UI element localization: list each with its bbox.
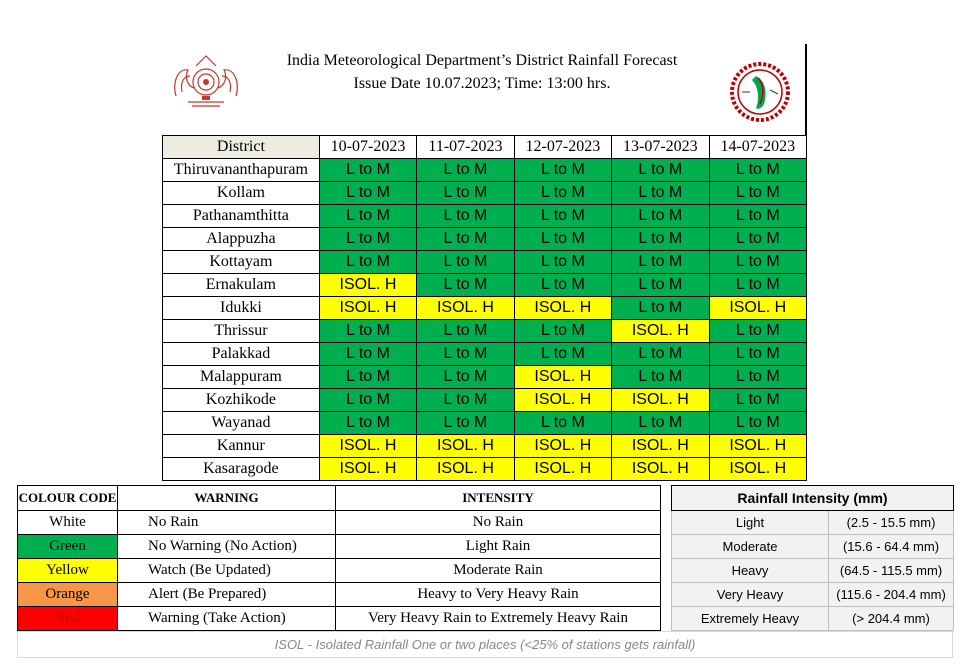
forecast-cell: L to M [319, 366, 416, 389]
forecast-cell: L to M [612, 251, 709, 274]
scale-row [672, 559, 954, 583]
forecast-cell: ISOL. H [514, 297, 611, 320]
forecast-cell: ISOL. H [417, 435, 514, 458]
legend-row [18, 607, 661, 631]
table-row [163, 366, 807, 389]
forecast-cell: L to M [319, 251, 416, 274]
forecast-cell: L to M [417, 412, 514, 435]
table-row [163, 435, 807, 458]
forecast-cell: L to M [417, 182, 514, 205]
date-column-header: 14-07-2023 [709, 136, 806, 159]
table-row [163, 274, 807, 297]
legend-body [18, 511, 661, 631]
table-row [163, 205, 807, 228]
table-row [163, 182, 807, 205]
forecast-cell: ISOL. H [319, 297, 416, 320]
forecast-cell: L to M [709, 205, 806, 228]
legend-row [18, 559, 661, 583]
forecast-cell: L to M [319, 182, 416, 205]
forecast-cell: L to M [417, 159, 514, 182]
forecast-cell: ISOL. H [319, 274, 416, 297]
forecast-cell: L to M [709, 343, 806, 366]
forecast-cell: L to M [319, 389, 416, 412]
forecast-cell: L to M [709, 320, 806, 343]
intensity-category: Light [672, 511, 829, 535]
forecast-cell: ISOL. H [709, 297, 806, 320]
scale-row [672, 535, 954, 559]
forecast-cell: L to M [514, 412, 611, 435]
district-name: Thrissur [163, 320, 320, 343]
intensity-category: Moderate [672, 535, 829, 559]
intensity-category: Very Heavy [672, 583, 829, 607]
legend-row [18, 511, 661, 535]
legend-header-intensity: INTENSITY [336, 486, 661, 511]
date-column-header: 10-07-2023 [319, 136, 416, 159]
forecast-cell: L to M [514, 205, 611, 228]
table-row [163, 389, 807, 412]
district-name: Kozhikode [163, 389, 320, 412]
forecast-header-row [163, 136, 807, 159]
forecast-cell: L to M [612, 205, 709, 228]
forecast-cell: L to M [612, 159, 709, 182]
forecast-cell: L to M [709, 182, 806, 205]
forecast-cell: L to M [612, 182, 709, 205]
legend-intensity: Moderate Rain [336, 559, 661, 583]
district-name: Alappuzha [163, 228, 320, 251]
forecast-cell: L to M [612, 228, 709, 251]
forecast-cell: ISOL. H [417, 297, 514, 320]
intensity-range: (115.6 - 204.4 mm) [829, 583, 954, 607]
forecast-cell: L to M [319, 228, 416, 251]
legend-header-colour-code: COLOUR CODE [18, 486, 118, 511]
colour-swatch: Green [18, 535, 118, 559]
forecast-cell: L to M [612, 412, 709, 435]
forecast-cell: L to M [417, 251, 514, 274]
forecast-cell: L to M [709, 366, 806, 389]
legend-row [18, 535, 661, 559]
table-row [163, 297, 807, 320]
intensity-category: Heavy [672, 559, 829, 583]
legend-header-warning: WARNING [118, 486, 336, 511]
forecast-cell: L to M [709, 389, 806, 412]
forecast-cell: ISOL. H [612, 389, 709, 412]
colour-swatch: White [18, 511, 118, 535]
forecast-cell: L to M [417, 389, 514, 412]
forecast-cell: L to M [709, 412, 806, 435]
forecast-cell: ISOL. H [514, 366, 611, 389]
forecast-cell: ISOL. H [319, 458, 416, 481]
forecast-cell: L to M [417, 320, 514, 343]
intensity-range: (> 204.4 mm) [829, 607, 954, 631]
forecast-panel [162, 44, 807, 484]
forecast-cell: ISOL. H [319, 435, 416, 458]
legend-intensity: Very Heavy Rain to Extremely Heavy Rain [336, 607, 661, 631]
forecast-cell: L to M [612, 274, 709, 297]
forecast-cell: L to M [709, 251, 806, 274]
district-name: Kottayam [163, 251, 320, 274]
forecast-cell: L to M [417, 343, 514, 366]
colour-swatch: Red [18, 607, 118, 631]
district-name: Kannur [163, 435, 320, 458]
forecast-cell: ISOL. H [514, 435, 611, 458]
forecast-cell: L to M [709, 274, 806, 297]
forecast-cell: ISOL. H [612, 458, 709, 481]
forecast-cell: L to M [417, 205, 514, 228]
forecast-cell: L to M [514, 159, 611, 182]
forecast-body [163, 159, 807, 481]
district-name: Kollam [163, 182, 320, 205]
legend-header-row [18, 486, 661, 511]
forecast-cell: ISOL. H [709, 435, 806, 458]
district-column-header: District [163, 136, 320, 159]
legend-intensity: No Rain [336, 511, 661, 535]
date-column-header: 13-07-2023 [612, 136, 709, 159]
scale-row [672, 607, 954, 631]
scale-header-row [672, 486, 954, 511]
scale-title: Rainfall Intensity (mm) [672, 486, 954, 511]
district-name: Ernakulam [163, 274, 320, 297]
colour-swatch: Orange [18, 583, 118, 607]
title-line-1: India Meteorological Department’s District Rainfall Forecast [286, 52, 678, 69]
forecast-cell: L to M [319, 320, 416, 343]
forecast-cell: L to M [709, 228, 806, 251]
legend-intensity: Light Rain [336, 535, 661, 559]
intensity-category: Extremely Heavy [672, 607, 829, 631]
table-row [163, 320, 807, 343]
isol-footnote: ISOL - Isolated Rainfall One or two places (<25% of stations gets rainfall) [17, 631, 953, 658]
forecast-cell: L to M [319, 412, 416, 435]
forecast-cell: L to M [514, 182, 611, 205]
imd-logo-icon [728, 60, 792, 124]
district-name: Malappuram [163, 366, 320, 389]
legend-row [18, 583, 661, 607]
forecast-cell: L to M [417, 228, 514, 251]
forecast-cell: ISOL. H [417, 458, 514, 481]
forecast-cell: ISOL. H [612, 435, 709, 458]
date-column-header: 11-07-2023 [417, 136, 514, 159]
forecast-cell: L to M [417, 274, 514, 297]
forecast-cell: L to M [514, 343, 611, 366]
colour-swatch: Yellow [18, 559, 118, 583]
district-name: Thiruvananthapuram [163, 159, 320, 182]
forecast-cell: ISOL. H [514, 389, 611, 412]
forecast-cell: L to M [514, 228, 611, 251]
table-row [163, 228, 807, 251]
intensity-range: (64.5 - 115.5 mm) [829, 559, 954, 583]
rainfall-intensity-scale [671, 485, 954, 631]
table-row [163, 412, 807, 435]
title-line-2: Issue Date 10.07.2023; Time: 13:00 hrs. [353, 75, 611, 92]
forecast-cell: L to M [514, 251, 611, 274]
date-column-header: 12-07-2023 [514, 136, 611, 159]
intensity-range: (15.6 - 64.4 mm) [829, 535, 954, 559]
intensity-range: (2.5 - 15.5 mm) [829, 511, 954, 535]
colour-code-legend [17, 485, 661, 631]
scale-row [672, 583, 954, 607]
forecast-cell: L to M [612, 366, 709, 389]
forecast-cell: ISOL. H [514, 458, 611, 481]
page-title [252, 49, 712, 95]
forecast-cell: L to M [319, 205, 416, 228]
forecast-cell: L to M [612, 297, 709, 320]
district-name: Pathanamthitta [163, 205, 320, 228]
table-row [163, 343, 807, 366]
forecast-cell: L to M [612, 343, 709, 366]
table-row [163, 251, 807, 274]
scale-body [672, 511, 954, 631]
forecast-table [162, 135, 807, 481]
legend-warning: Alert (Be Prepared) [118, 583, 336, 607]
district-name: Kasaragode [163, 458, 320, 481]
scale-row [672, 511, 954, 535]
district-name: Palakkad [163, 343, 320, 366]
legend-warning: No Warning (No Action) [118, 535, 336, 559]
forecast-cell: L to M [319, 343, 416, 366]
forecast-cell: L to M [417, 366, 514, 389]
legend-intensity: Heavy to Very Heavy Rain [336, 583, 661, 607]
district-name: Wayanad [163, 412, 320, 435]
forecast-cell: L to M [319, 159, 416, 182]
forecast-cell: ISOL. H [612, 320, 709, 343]
forecast-header [162, 44, 807, 135]
forecast-cell: L to M [514, 274, 611, 297]
forecast-cell: L to M [514, 320, 611, 343]
legend-warning: Watch (Be Updated) [118, 559, 336, 583]
kerala-emblem-icon [168, 52, 244, 114]
table-row [163, 159, 807, 182]
forecast-cell: ISOL. H [709, 458, 806, 481]
forecast-cell: L to M [709, 159, 806, 182]
table-row [163, 458, 807, 481]
district-name: Idukki [163, 297, 320, 320]
legend-warning: Warning (Take Action) [118, 607, 336, 631]
legend-warning: No Rain [118, 511, 336, 535]
